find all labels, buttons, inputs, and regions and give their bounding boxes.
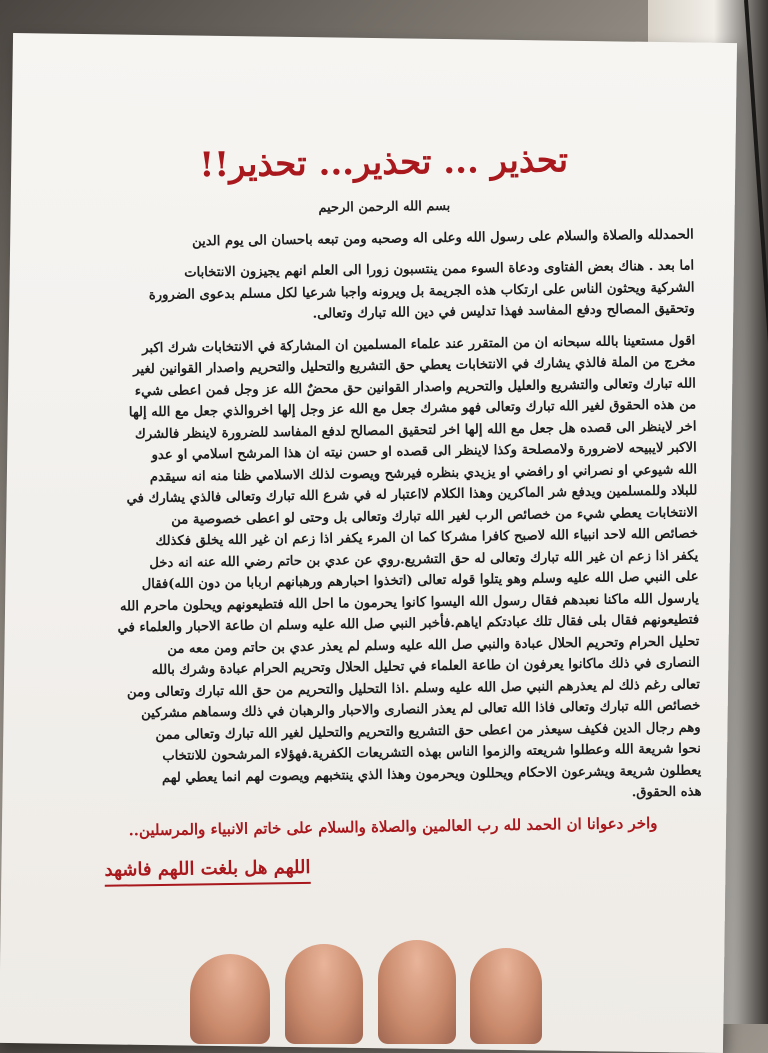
document-line: خصائص الله لاحد انبياء الله لاصبح كافرا مشركا كما ان المرء يكفر اذا زعم ان غير الله يخلق فكذلك: [155, 526, 699, 550]
document-line: خصائص الله تبارك وتعالى فاذا الله تعالى لم يعذر النصارى والاحبار والرهبان في ذلك وسماهم مشركين: [141, 698, 701, 722]
document-line: اخر لاينظر الى قصده هل جعل مع الله إلها اخر لتحقيق المصالح لدفع المفاسد للضرورة لاينظر فالشرك: [134, 419, 697, 443]
finger-4: [470, 948, 542, 1044]
document-line: يعطلون شريعة ويشرعون الاحكام ويحللون ويحرمون وهذا الذي ينتخبهم ويصوت لهم انما يعطي لهم: [161, 763, 702, 786]
document-line: الاكبر لايبيحه لاضرورة ولامصلحة وكذا لاينظر الى قصده او حسن نيته ان هذا المرشح اسلامي او عدو: [151, 440, 697, 464]
document-line: من هذه الحقوق لغير الله تبارك وتعالى فهو مشرك جعل مع الله عز وجل إلها اخروالذي جعل مع الله إلها: [128, 397, 697, 421]
document-line: اما بعد . هناك بعض الفتاوى ودعاة السوء ممن ينتسبون زورا الى العلم انهم يجيزون الانتخابات: [184, 258, 695, 281]
document-line: الله شيوعي او نصراني او رافضي او يزيدي بنظره فيرشح ويصوت لذلك الاسلامي ظنا منه انه سيقدم: [149, 462, 698, 485]
document-line: الشركية ويحثون الناس على ارتكاب هذه الجريمة بل ويرونه واجبا شرعيا لكل مسلم بدعوى الضرورة: [148, 280, 695, 303]
closing-prayer: [84, 851, 702, 881]
closing-prayer-text: اللهم هل بلغت اللهم فاشهد: [104, 857, 310, 887]
finger-3: [378, 940, 456, 1044]
document-line: فتطيعونهم فقال بلى فقال تلك عبادتكم اياهم.فأخبر النبي صل الله عليه وسلم ان طاعة الاحبار والعلماء في: [117, 612, 700, 636]
document-line: الانتخابات يعطي شيء من خصائص الرب لغير الله تبارك وتعالى بل وحتى لو اعطى خصوصية من: [171, 505, 698, 528]
document-content: [74, 112, 703, 880]
document-line: الله تبارك وتعالى والتشريع والعليل والتحريم واصدار القوانين حق محضٌ الله عز وجل فمن اعطى شيء: [134, 376, 696, 400]
document-line: نحوا شريعة الله وعطلوا شريعته والزموا الناس بهذه التشريعات الكفرية.فهؤلاء المرشحون للانتخاب: [162, 741, 702, 765]
document-line: وهم رجال الدين فكيف سيعذر من اعطى حق التشريع والتحريم والتحليل لغير الله تبارك وتعالى ممن: [155, 720, 701, 743]
document-line: اقول مستعينا بالله سبحانه ان من المتقرر عند علماء المسلمين ان المشاركة في الانتخابات شرك اكبر: [142, 333, 696, 356]
document-line: على النبي صل الله عليه وسلم وهو يتلوا قوله تعالى (اتخذوا احبارهم ورهبانهم اربابا من دون الله)فقال: [141, 569, 699, 593]
document-line: يكفر اذا زعم ان غير الله تبارك وتعالى له حق التشريع.روي عن عدي بن حاتم رضي الله عنه انه دخل: [149, 548, 699, 571]
document-line: تحليل الحرام وتحريم الحلال عبادة والنبي صل الله عليه وسلم لم يعذر عدي بن حاتم ومن معه من: [167, 634, 700, 657]
document-line: مخرج من الملة فالذي يشارك في الانتخابات يعطي حق التشريع والتحليل والتحريم واصدار القوانين لغير: [133, 354, 696, 378]
closing-line: واخر دعوانا ان الحمد لله رب العالمين والصلاة والسلام على خاتم الانبياء والمرسلين..: [128, 813, 658, 840]
finger-2: [285, 944, 363, 1044]
document-line: النصارى في ذلك ماكانوا يعرفون ان طاعة العلماء في تحليل الحلال وتحريم الحرام عبادة وشرك بالله: [151, 655, 700, 679]
document-line: للبلاد وللمسلمين ويدفع شر الماكرين وهذا الكلام لااعتبار له في شرع الله تبارك وتعالى فالذي يشارك في: [126, 483, 698, 507]
basmala: بسم الله الرحمن الرحيم: [318, 198, 451, 216]
document-line: هذه الحقوق.: [631, 784, 702, 801]
document-line: وتحقيق المصالح ودفع المفاسد فهذا تدليس في دين الله تبارك وتعالى.: [312, 301, 695, 323]
holding-fingers: [180, 940, 550, 1024]
finger-1: [190, 954, 270, 1044]
document-line: الحمدلله والصلاة والسلام على رسول الله وعلى اله وصحبه ومن تبعه باحسان الى يوم الدين: [191, 227, 694, 250]
document-title: تحذير ... تحذير... تحذير!!: [199, 140, 569, 186]
document-line: تعالى رغم ذلك لم يعذرهم النبي صل الله عليه وسلم .اذا التحليل والتحريم من حق الله تبارك وتعالى ومن: [126, 677, 701, 701]
document-body: [76, 224, 702, 812]
document-line: يارسول الله ماكنا نعبدهم فقال رسول الله اليسوا كانوا يحرمون ما احل الله فتطيعونهم ويحلون ماحرم الله: [119, 591, 699, 615]
paper-sheet: [0, 33, 737, 1053]
